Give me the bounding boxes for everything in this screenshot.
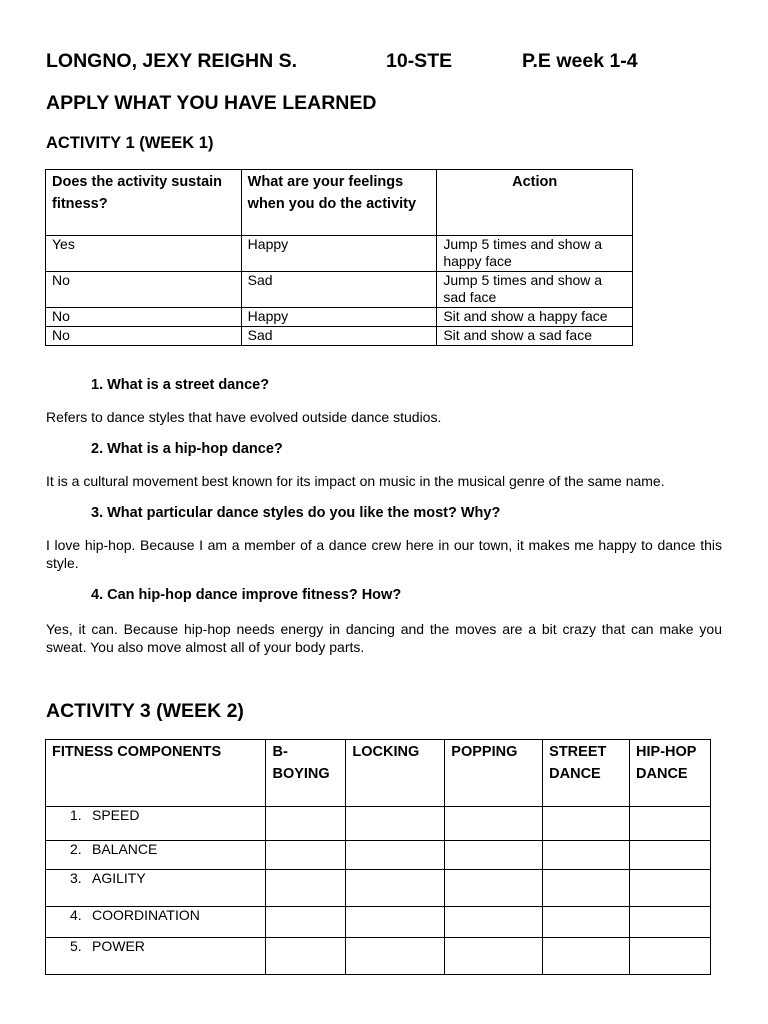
activity3-col-header: HIP-HOP DANCE	[630, 740, 711, 807]
activity3-col-header: B-BOYING	[266, 740, 346, 807]
table-cell: No	[46, 308, 242, 327]
empty-cell	[543, 870, 630, 907]
empty-cell	[630, 907, 711, 938]
activity1-col-header: Action	[437, 170, 633, 236]
empty-cell	[543, 907, 630, 938]
empty-cell	[543, 938, 630, 975]
table-cell: No	[46, 272, 242, 308]
empty-cell	[346, 807, 445, 841]
table-cell: No	[46, 327, 242, 346]
activity3-col-header: LOCKING	[346, 740, 445, 807]
activity1-col-header: Does the activity sustain fitness?	[46, 170, 242, 236]
student-name: LONGNO, JEXY REIGHN S.	[46, 50, 298, 72]
activity1-header-row	[46, 170, 633, 236]
table-cell: Happy	[241, 236, 437, 272]
question-1: 1. What is a street dance?	[91, 377, 270, 393]
fitness-component-label: SPEED	[92, 807, 140, 823]
table-cell: Sad	[241, 272, 437, 308]
empty-cell	[543, 807, 630, 841]
answer-2: It is a cultural movement best known for its impact on music in the musical genre of the same name.	[46, 473, 665, 489]
fitness-component-label: BALANCE	[92, 841, 158, 857]
empty-cell	[346, 841, 445, 870]
question-3: 3. What particular dance styles do you like the most? Why?	[91, 505, 501, 521]
activity3-col-header: FITNESS COMPONENTS	[46, 740, 266, 807]
table-cell: Sad	[241, 327, 437, 346]
empty-cell	[630, 807, 711, 841]
empty-cell	[445, 870, 543, 907]
empty-cell	[346, 907, 445, 938]
fitness-component-cell	[46, 907, 266, 938]
activity3-heading: ACTIVITY 3 (WEEK 2)	[46, 700, 244, 722]
fitness-component-label: COORDINATION	[92, 907, 200, 923]
empty-cell	[346, 870, 445, 907]
table-row	[46, 870, 711, 907]
activity1-col-header: What are your feelings when you do the activity	[241, 170, 437, 236]
table-row	[46, 841, 711, 870]
table-row	[46, 272, 633, 308]
empty-cell	[543, 841, 630, 870]
empty-cell	[266, 938, 346, 975]
fitness-component-cell	[46, 870, 266, 907]
table-row	[46, 327, 633, 346]
empty-cell	[630, 870, 711, 907]
table-cell: Jump 5 times and show a sad face	[437, 272, 633, 308]
list-number: 3.	[70, 870, 82, 886]
table-row	[46, 807, 711, 841]
list-number: 1.	[70, 807, 82, 823]
table-row	[46, 236, 633, 272]
empty-cell	[346, 938, 445, 975]
table-row	[46, 308, 633, 327]
activity3-col-header: STREET DANCE	[543, 740, 630, 807]
activity1-heading: ACTIVITY 1 (WEEK 1)	[46, 134, 214, 152]
empty-cell	[445, 907, 543, 938]
activity1-table	[45, 169, 633, 346]
question-4: 4. Can hip-hop dance improve fitness? How?	[91, 587, 402, 603]
table-cell: Yes	[46, 236, 242, 272]
empty-cell	[630, 841, 711, 870]
table-row	[46, 938, 711, 975]
list-number: 4.	[70, 907, 82, 923]
answer-4: Yes, it can. Because hip-hop needs energy in dancing and the moves are a bit crazy that can make you sweat. You also move almost all of your body parts.	[46, 621, 722, 655]
list-number: 2.	[70, 841, 82, 857]
activity3-header-row	[46, 740, 711, 807]
fitness-component-label: AGILITY	[92, 870, 146, 886]
subject-label: P.E week 1-4	[522, 50, 638, 72]
empty-cell	[445, 938, 543, 975]
fitness-component-cell	[46, 807, 266, 841]
empty-cell	[266, 870, 346, 907]
answer-3: I love hip-hop. Because I am a member of a dance crew here in our town, it makes me happy to dance this style.	[46, 537, 722, 571]
fitness-component-label: POWER	[92, 938, 145, 954]
answer-1: Refers to dance styles that have evolved outside dance studios.	[46, 409, 442, 425]
table-cell: Sit and show a happy face	[437, 308, 633, 327]
activity3-col-header: POPPING	[445, 740, 543, 807]
table-cell: Happy	[241, 308, 437, 327]
empty-cell	[630, 938, 711, 975]
empty-cell	[445, 807, 543, 841]
empty-cell	[266, 907, 346, 938]
table-cell: Jump 5 times and show a happy face	[437, 236, 633, 272]
section-label: 10-STE	[386, 50, 453, 72]
table-row	[46, 907, 711, 938]
fitness-component-cell	[46, 841, 266, 870]
empty-cell	[266, 807, 346, 841]
table-cell: Sit and show a sad face	[437, 327, 633, 346]
page-title: APPLY WHAT YOU HAVE LEARNED	[46, 92, 377, 114]
question-2: 2. What is a hip-hop dance?	[91, 441, 283, 457]
empty-cell	[445, 841, 543, 870]
list-number: 5.	[70, 938, 82, 954]
activity3-table	[45, 739, 711, 975]
fitness-component-cell	[46, 938, 266, 975]
empty-cell	[266, 841, 346, 870]
